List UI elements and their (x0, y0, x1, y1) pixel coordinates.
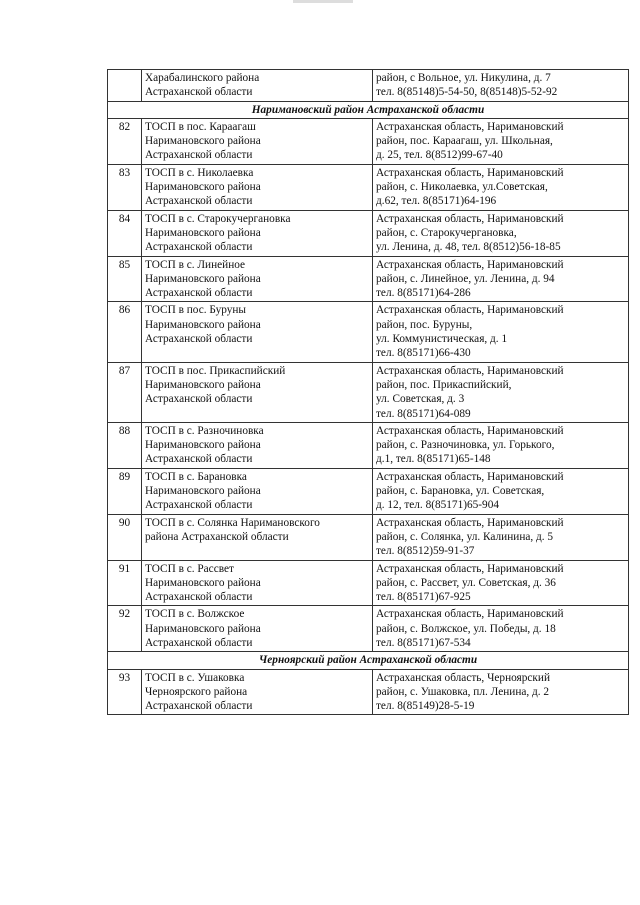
table-row (108, 210, 629, 256)
organization-cell: ТОСП в пос. Караагаш Наримановского района Астраханской области (142, 118, 373, 164)
address-cell: Астраханская область, Наримановский район, с. Разночиновка, ул. Горького, д.1, тел. 8(85171)65-148 (373, 422, 629, 468)
address-cell: район, с Вольное, ул. Никулина, д. 7 тел. 8(85148)5-54-50, 8(85148)5-52-92 (373, 70, 629, 102)
row-number: 83 (108, 164, 142, 210)
organization-cell: ТОСП в с. Линейное Наримановского района Астраханской области (142, 256, 373, 302)
row-number: 91 (108, 560, 142, 606)
row-number: 92 (108, 606, 142, 652)
address-cell: Астраханская область, Наримановский район, с. Рассвет, ул. Советская, д. 36 тел. 8(85171)67-925 (373, 560, 629, 606)
section-title: Черноярский район Астраханской области (108, 652, 629, 669)
organization-cell: ТОСП в пос. Буруны Наримановского района Астраханской области (142, 302, 373, 362)
row-number: 93 (108, 669, 142, 715)
address-cell: Астраханская область, Наримановский район, с. Барановка, ул. Советская, д. 12, тел. 8(85171)65-904 (373, 468, 629, 514)
row-number (108, 70, 142, 102)
table-row (108, 606, 629, 652)
organization-cell: ТОСП в с. Разночиновка Наримановского района Астраханской области (142, 422, 373, 468)
row-number: 89 (108, 468, 142, 514)
row-number: 82 (108, 118, 142, 164)
organization-cell: ТОСП в с. Николаевка Наримановского района Астраханской области (142, 164, 373, 210)
row-number: 87 (108, 362, 142, 422)
address-cell: Астраханская область, Наримановский район, с. Солянка, ул. Калинина, д. 5 тел. 8(8512)59-91-37 (373, 514, 629, 560)
organization-cell: Харабалинского района Астраханской области (142, 70, 373, 102)
address-cell: Астраханская область, Наримановский район, пос. Буруны, ул. Коммунистическая, д. 1 тел. 8(85171)66-430 (373, 302, 629, 362)
table-row (108, 362, 629, 422)
address-cell: Астраханская область, Наримановский район, с. Линейное, ул. Ленина, д. 94 тел. 8(85171)64-286 (373, 256, 629, 302)
address-cell: Астраханская область, Наримановский район, с. Николаевка, ул.Советская, д.62, тел. 8(85171)64-196 (373, 164, 629, 210)
organization-cell: ТОСП в пос. Прикаспийский Наримановского района Астраханской области (142, 362, 373, 422)
address-cell: Астраханская область, Наримановский район, с. Волжское, ул. Победы, д. 18 тел. 8(85171)67-534 (373, 606, 629, 652)
offices-table (107, 69, 629, 715)
address-cell: Астраханская область, Черноярский район, с. Ушаковка, пл. Ленина, д. 2 тел. 8(85149)28-5-19 (373, 669, 629, 715)
organization-cell: ТОСП в с. Старокучергановка Наримановского района Астраханской области (142, 210, 373, 256)
row-number: 90 (108, 514, 142, 560)
table-row (108, 669, 629, 715)
table-row (108, 468, 629, 514)
table-row (108, 302, 629, 362)
table-row (108, 118, 629, 164)
section-header-row (108, 652, 629, 669)
organization-cell: ТОСП в с. Барановка Наримановского района Астраханской области (142, 468, 373, 514)
row-number: 88 (108, 422, 142, 468)
table-body (108, 70, 629, 715)
table-row (108, 164, 629, 210)
section-title: Наримановский район Астраханской области (108, 101, 629, 118)
address-cell: Астраханская область, Наримановский район, пос. Прикаспийский, ул. Советская, д. 3 тел. 8(85171)64-089 (373, 362, 629, 422)
table-row (108, 560, 629, 606)
section-header-row (108, 101, 629, 118)
address-cell: Астраханская область, Наримановский район, пос. Караагаш, ул. Школьная, д. 25, тел. 8(8512)99-67-40 (373, 118, 629, 164)
organization-cell: ТОСП в с. Волжское Наримановского района Астраханской области (142, 606, 373, 652)
organization-cell: ТОСП в с. Ушаковка Черноярского района Астраханской области (142, 669, 373, 715)
row-number: 85 (108, 256, 142, 302)
table-row (108, 256, 629, 302)
scan-artifact (293, 0, 353, 3)
row-number: 86 (108, 302, 142, 362)
table-row (108, 422, 629, 468)
address-cell: Астраханская область, Наримановский район, с. Старокучергановка, ул. Ленина, д. 48, тел. 8(8512)56-18-85 (373, 210, 629, 256)
table-row (108, 514, 629, 560)
table-row (108, 70, 629, 102)
organization-cell: ТОСП в с. Солянка Наримановского района Астраханской области (142, 514, 373, 560)
organization-cell: ТОСП в с. Рассвет Наримановского района Астраханской области (142, 560, 373, 606)
row-number: 84 (108, 210, 142, 256)
